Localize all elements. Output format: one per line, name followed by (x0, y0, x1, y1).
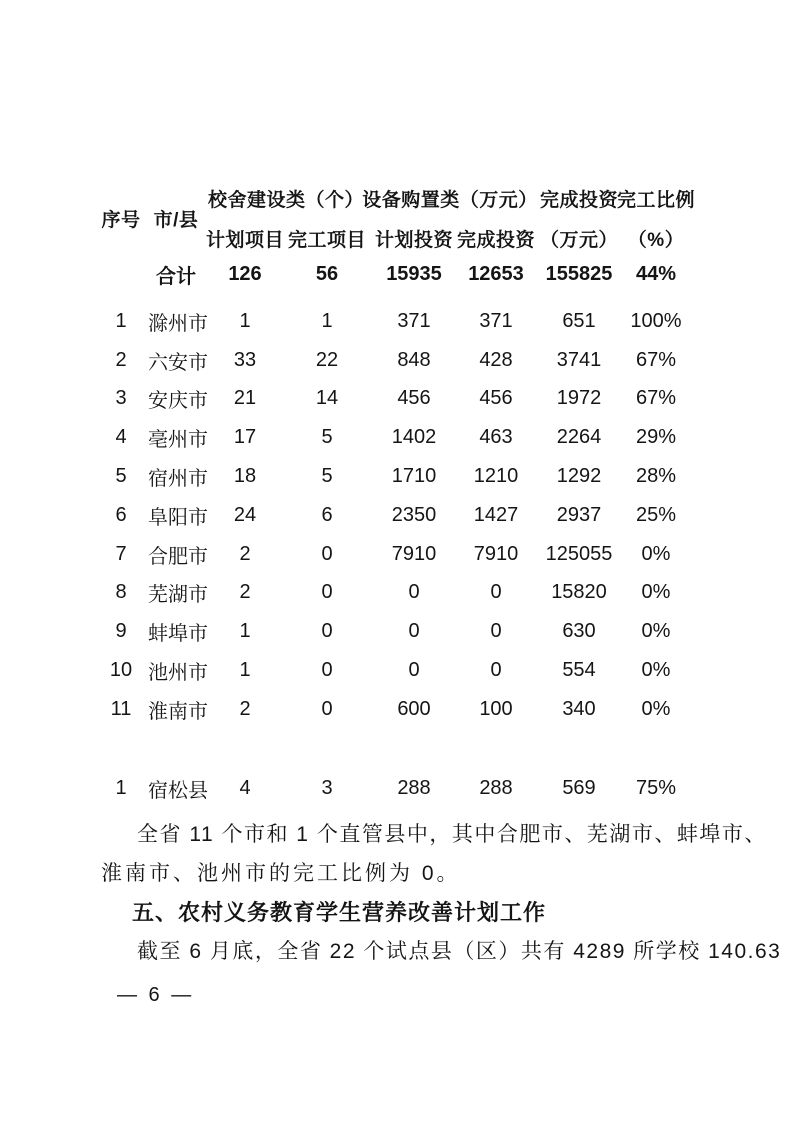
cell-completed-invest: 428 (479, 348, 513, 371)
cell-region: 六安市 (148, 351, 208, 374)
header-total-invest (532, 178, 626, 258)
table-row (94, 341, 686, 380)
cell-completed-projects: 6 (321, 503, 333, 526)
cell-planned-invest: 0 (408, 620, 420, 643)
header-building-group: 校舍建设类（个） (207, 189, 364, 211)
summary-paragraph-line2: 淮南市、池州市的完工比例为 0。 (101, 862, 461, 885)
cell-completed-invest: 1210 (473, 465, 519, 488)
cell-total-invest: 554 (562, 659, 596, 682)
cell-planned-projects: 24 (233, 503, 257, 526)
cell-serial: 7 (115, 542, 127, 565)
cell-total-invest: 2264 (556, 426, 602, 449)
page-number: — 6 — (117, 984, 195, 1006)
header-planned-projects: 计划项目 (205, 229, 284, 251)
cell-serial: 4 (115, 426, 127, 449)
cell-planned-invest: 848 (397, 348, 431, 371)
cell-completed-invest: 0 (490, 620, 502, 643)
cell-completed-invest: 288 (479, 776, 513, 799)
cell-serial: 2 (115, 348, 127, 371)
cell-planned-invest: 0 (408, 581, 420, 604)
cell-completed-projects: 56 (315, 263, 339, 285)
cell-serial: 5 (115, 465, 127, 488)
cell-region: 芜湖市 (148, 584, 208, 607)
cell-region: 阜阳市 (148, 506, 208, 529)
cell-region: 安庆市 (148, 390, 208, 413)
table-row (94, 612, 686, 651)
cell-total-invest: 569 (562, 776, 596, 799)
cell-ratio: 0% (641, 620, 671, 643)
cell-region: 亳州市 (148, 429, 208, 452)
cell-planned-projects: 1 (239, 620, 251, 643)
cell-planned-invest: 600 (397, 697, 431, 720)
table-total-section (94, 258, 686, 291)
cell-completed-projects: 0 (321, 620, 333, 643)
cell-ratio: 0% (641, 542, 671, 565)
cell-planned-projects: 18 (233, 465, 257, 488)
cell-ratio: 25% (635, 503, 677, 526)
cell-serial: 1 (115, 776, 127, 799)
cell-planned-projects: 21 (233, 387, 257, 410)
cell-region: 宿州市 (148, 468, 208, 491)
cell-serial: 10 (109, 659, 133, 682)
cell-region: 合肥市 (148, 545, 208, 568)
cell-ratio: 100% (630, 309, 682, 332)
summary-paragraph-line1: 全省 11 个市和 1 个直管县中，其中合肥市、芜湖市、蚌埠市、 (137, 823, 767, 846)
cell-completed-invest: 12653 (468, 263, 524, 285)
cell-total-invest: 1292 (556, 465, 602, 488)
cell-completed-projects: 22 (315, 348, 339, 371)
header-total-invest-line2: （万元） (539, 229, 618, 251)
cell-planned-invest: 2350 (391, 503, 437, 526)
cell-serial: 8 (115, 581, 127, 604)
header-completion-ratio-line2: （%） (627, 229, 685, 251)
cell-planned-invest: 456 (397, 387, 431, 410)
cell-completed-invest: 371 (479, 309, 513, 332)
cell-ratio: 67% (635, 348, 677, 371)
table-county-section (94, 769, 686, 808)
cell-ratio: 0% (641, 581, 671, 604)
cell-region: 蚌埠市 (148, 623, 208, 646)
cell-planned-invest: 7910 (391, 542, 437, 565)
cell-total-invest: 651 (562, 309, 596, 332)
cell-planned-projects: 1 (239, 659, 251, 682)
cell-total-invest: 125055 (545, 542, 613, 565)
cell-planned-invest: 288 (397, 776, 431, 799)
cell-serial: 1 (115, 309, 127, 332)
cell-completed-projects: 14 (315, 387, 339, 410)
header-serial: 序号 (101, 209, 141, 231)
cell-completed-projects: 0 (321, 697, 333, 720)
cell-serial: 11 (110, 697, 132, 720)
table-row (94, 496, 686, 535)
table-row (94, 535, 686, 574)
cell-total-invest: 340 (562, 697, 596, 720)
cell-region: 滁州市 (148, 312, 208, 335)
cell-completed-projects: 1 (321, 309, 333, 332)
cell-completed-projects: 3 (321, 776, 333, 799)
cell-total-invest: 630 (562, 620, 596, 643)
table-row (94, 574, 686, 613)
cell-planned-invest: 371 (397, 309, 431, 332)
cell-total-invest: 155825 (545, 263, 613, 285)
cell-completed-invest: 463 (479, 426, 513, 449)
cell-completed-invest: 0 (490, 581, 502, 604)
cell-completed-invest: 7910 (473, 542, 519, 565)
statistics-table (94, 178, 696, 808)
header-completed-invest: 完成投资 (457, 229, 536, 251)
cell-planned-projects: 4 (239, 776, 251, 799)
progress-paragraph-line: 截至 6 月底，全省 22 个试点县（区）共有 4289 所学校 140.63 (137, 940, 782, 963)
cell-region: 合计 (156, 266, 196, 288)
cell-completed-invest: 1427 (473, 503, 519, 526)
section-heading: 五、农村义务教育学生营养改善计划工作 (132, 900, 547, 925)
cell-completed-projects: 5 (321, 465, 333, 488)
table-row (94, 457, 686, 496)
cell-total-invest: 15820 (551, 581, 607, 604)
cell-ratio: 75% (635, 776, 677, 799)
table-total-row (94, 258, 686, 291)
cell-planned-invest: 1402 (391, 426, 437, 449)
cell-planned-invest: 0 (408, 659, 420, 682)
cell-planned-projects: 126 (228, 263, 262, 285)
cell-total-invest: 1972 (556, 387, 602, 410)
table-row (94, 302, 686, 341)
cell-planned-projects: 1 (239, 309, 251, 332)
cell-planned-invest: 1710 (391, 465, 437, 488)
cell-completed-invest: 0 (490, 659, 502, 682)
cell-completed-projects: 5 (321, 426, 333, 449)
cell-total-invest: 2937 (556, 503, 602, 526)
cell-ratio: 0% (641, 659, 671, 682)
header-completed-projects: 完工项目 (287, 229, 366, 251)
cell-completed-projects: 0 (321, 581, 333, 604)
table-city-rows (94, 302, 686, 729)
cell-ratio: 44% (635, 263, 677, 285)
cell-planned-projects: 2 (239, 542, 251, 565)
header-region: 市/县 (153, 209, 199, 231)
table-row (94, 418, 686, 457)
cell-serial: 9 (115, 620, 127, 643)
table-row (94, 651, 686, 690)
cell-planned-projects: 2 (239, 697, 251, 720)
header-completion-ratio-line1: 完工比例 (617, 189, 696, 211)
body-text-block (101, 815, 782, 971)
cell-ratio: 28% (635, 465, 677, 488)
header-equipment-group: 设备购置类（万元） (362, 189, 538, 211)
cell-total-invest: 3741 (556, 348, 602, 371)
table-county-row (94, 769, 686, 808)
cell-region: 池州市 (148, 662, 208, 685)
cell-ratio: 67% (635, 387, 677, 410)
cell-planned-projects: 17 (233, 426, 257, 449)
header-total-invest-line1: 完成投资 (539, 189, 618, 211)
cell-completed-invest: 456 (479, 387, 513, 410)
cell-completed-projects: 0 (321, 659, 333, 682)
header-completion-ratio (617, 178, 696, 258)
cell-serial: 6 (115, 503, 127, 526)
cell-ratio: 0% (641, 697, 671, 720)
table-header (94, 178, 696, 258)
cell-region: 淮南市 (148, 700, 208, 723)
header-planned-invest: 计划投资 (374, 229, 453, 251)
cell-planned-projects: 2 (239, 581, 251, 604)
table-row (94, 690, 686, 729)
cell-completed-projects: 0 (321, 542, 333, 565)
cell-ratio: 29% (635, 426, 677, 449)
cell-region: 宿松县 (148, 779, 208, 802)
cell-serial: 3 (115, 387, 127, 410)
cell-planned-invest: 15935 (386, 263, 442, 285)
table-row (94, 380, 686, 419)
cell-planned-projects: 33 (233, 348, 257, 371)
cell-completed-invest: 100 (479, 697, 513, 720)
